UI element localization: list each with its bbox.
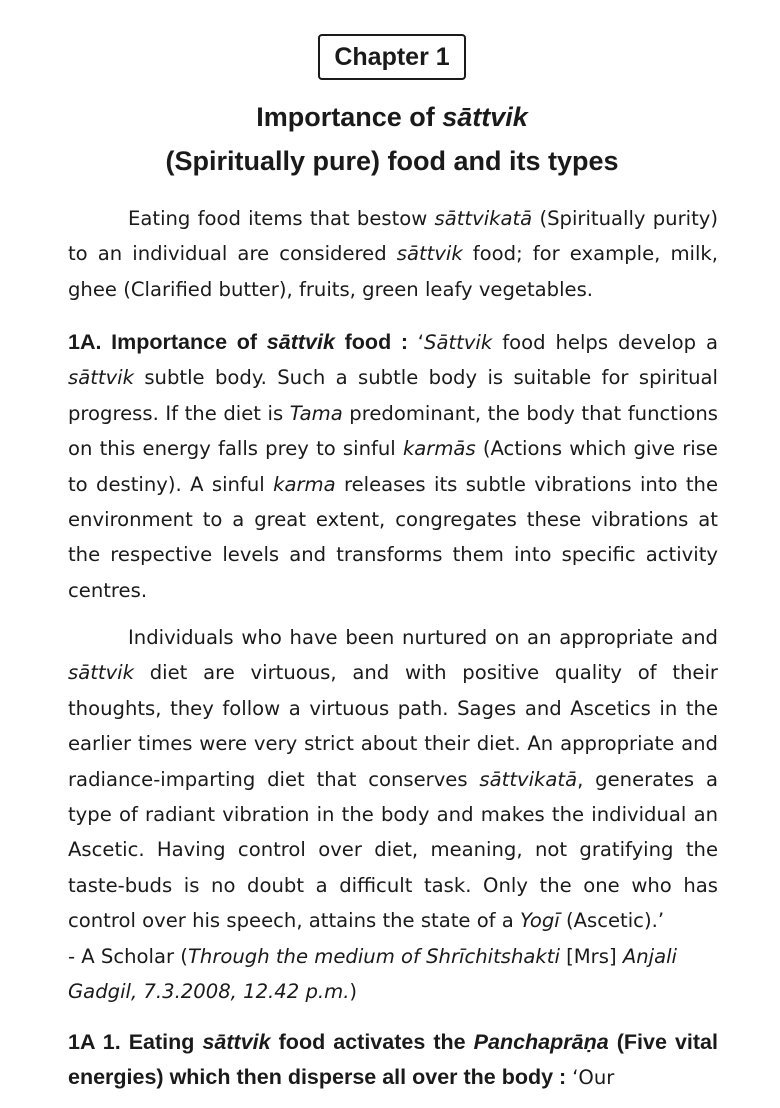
section-1a1-heading: 1A 1. Eating sāttvik food activates the Panchaprāṇa (Five vital energies) which then disperse all over the body : [68, 1030, 718, 1090]
section-1a-heading: 1A. Importance of sāttvik food : [68, 330, 418, 354]
section-1a1-paragraph: 1A 1. Eating sāttvik food activates the Panchaprāṇa (Five vital energies) which then disperse all over the body : ‘Our [68, 1030, 718, 1090]
body-paragraph-2: Individuals who have been nurtured on an appropriate and sāttvik diet are virtuous, and with positive quality of their thoughts, they follow a virtuous path. Sages and Ascetics in the earlier times were very strict about their diet. An appropriate and radiance-imparting diet that conserves sāttvikatā, generates a type of radiant vibration in the body and makes the individual an Ascetic. Having control over diet, meaning, not gratifying the taste-buds is no doubt a difficult task. Only the one who has control over his speech, attains the state of a Yogī (Ascetic).’ - A Scholar (Through the medium of Shrīchitshakti [Mrs] Anjali Gadgil, 7.3.2008, 12.42 p.m.) [68, 620, 718, 1009]
intro-paragraph: Eating food items that bestow sāttvikatā (Spiritually purity) to an individual are considered sāttvik food; for example, milk, ghee (Clarified butter), fruits, green leafy vegetables. [68, 207, 719, 301]
section-1a-paragraph: 1A. Importance of sāttvik food : ‘Sāttvik food helps develop a sāttvik subtle body. Such a subtle body is suitable for spiritual progress. If the diet is Tama predominant, the body that functions on this energy falls prey to sinful karmās (Actions which give rise to destiny). A sinful karma releases its subtle vibrations into the environment to a great extent, congregates these vibrations at the respective levels and transforms them into specific activity centres. [68, 330, 719, 602]
chapter-label: Chapter 1 [318, 34, 466, 80]
chapter-title-line-2: (Spiritually pure) food and its types [165, 146, 619, 176]
reference-citation: - A Scholar (Through the medium of Shrīchitshakti [Mrs] Anjali Gadgil, 7.3.2008, 12.42 p.m.) [68, 944, 677, 1004]
chapter-title-line-1: Importance of sāttvik [256, 102, 528, 132]
